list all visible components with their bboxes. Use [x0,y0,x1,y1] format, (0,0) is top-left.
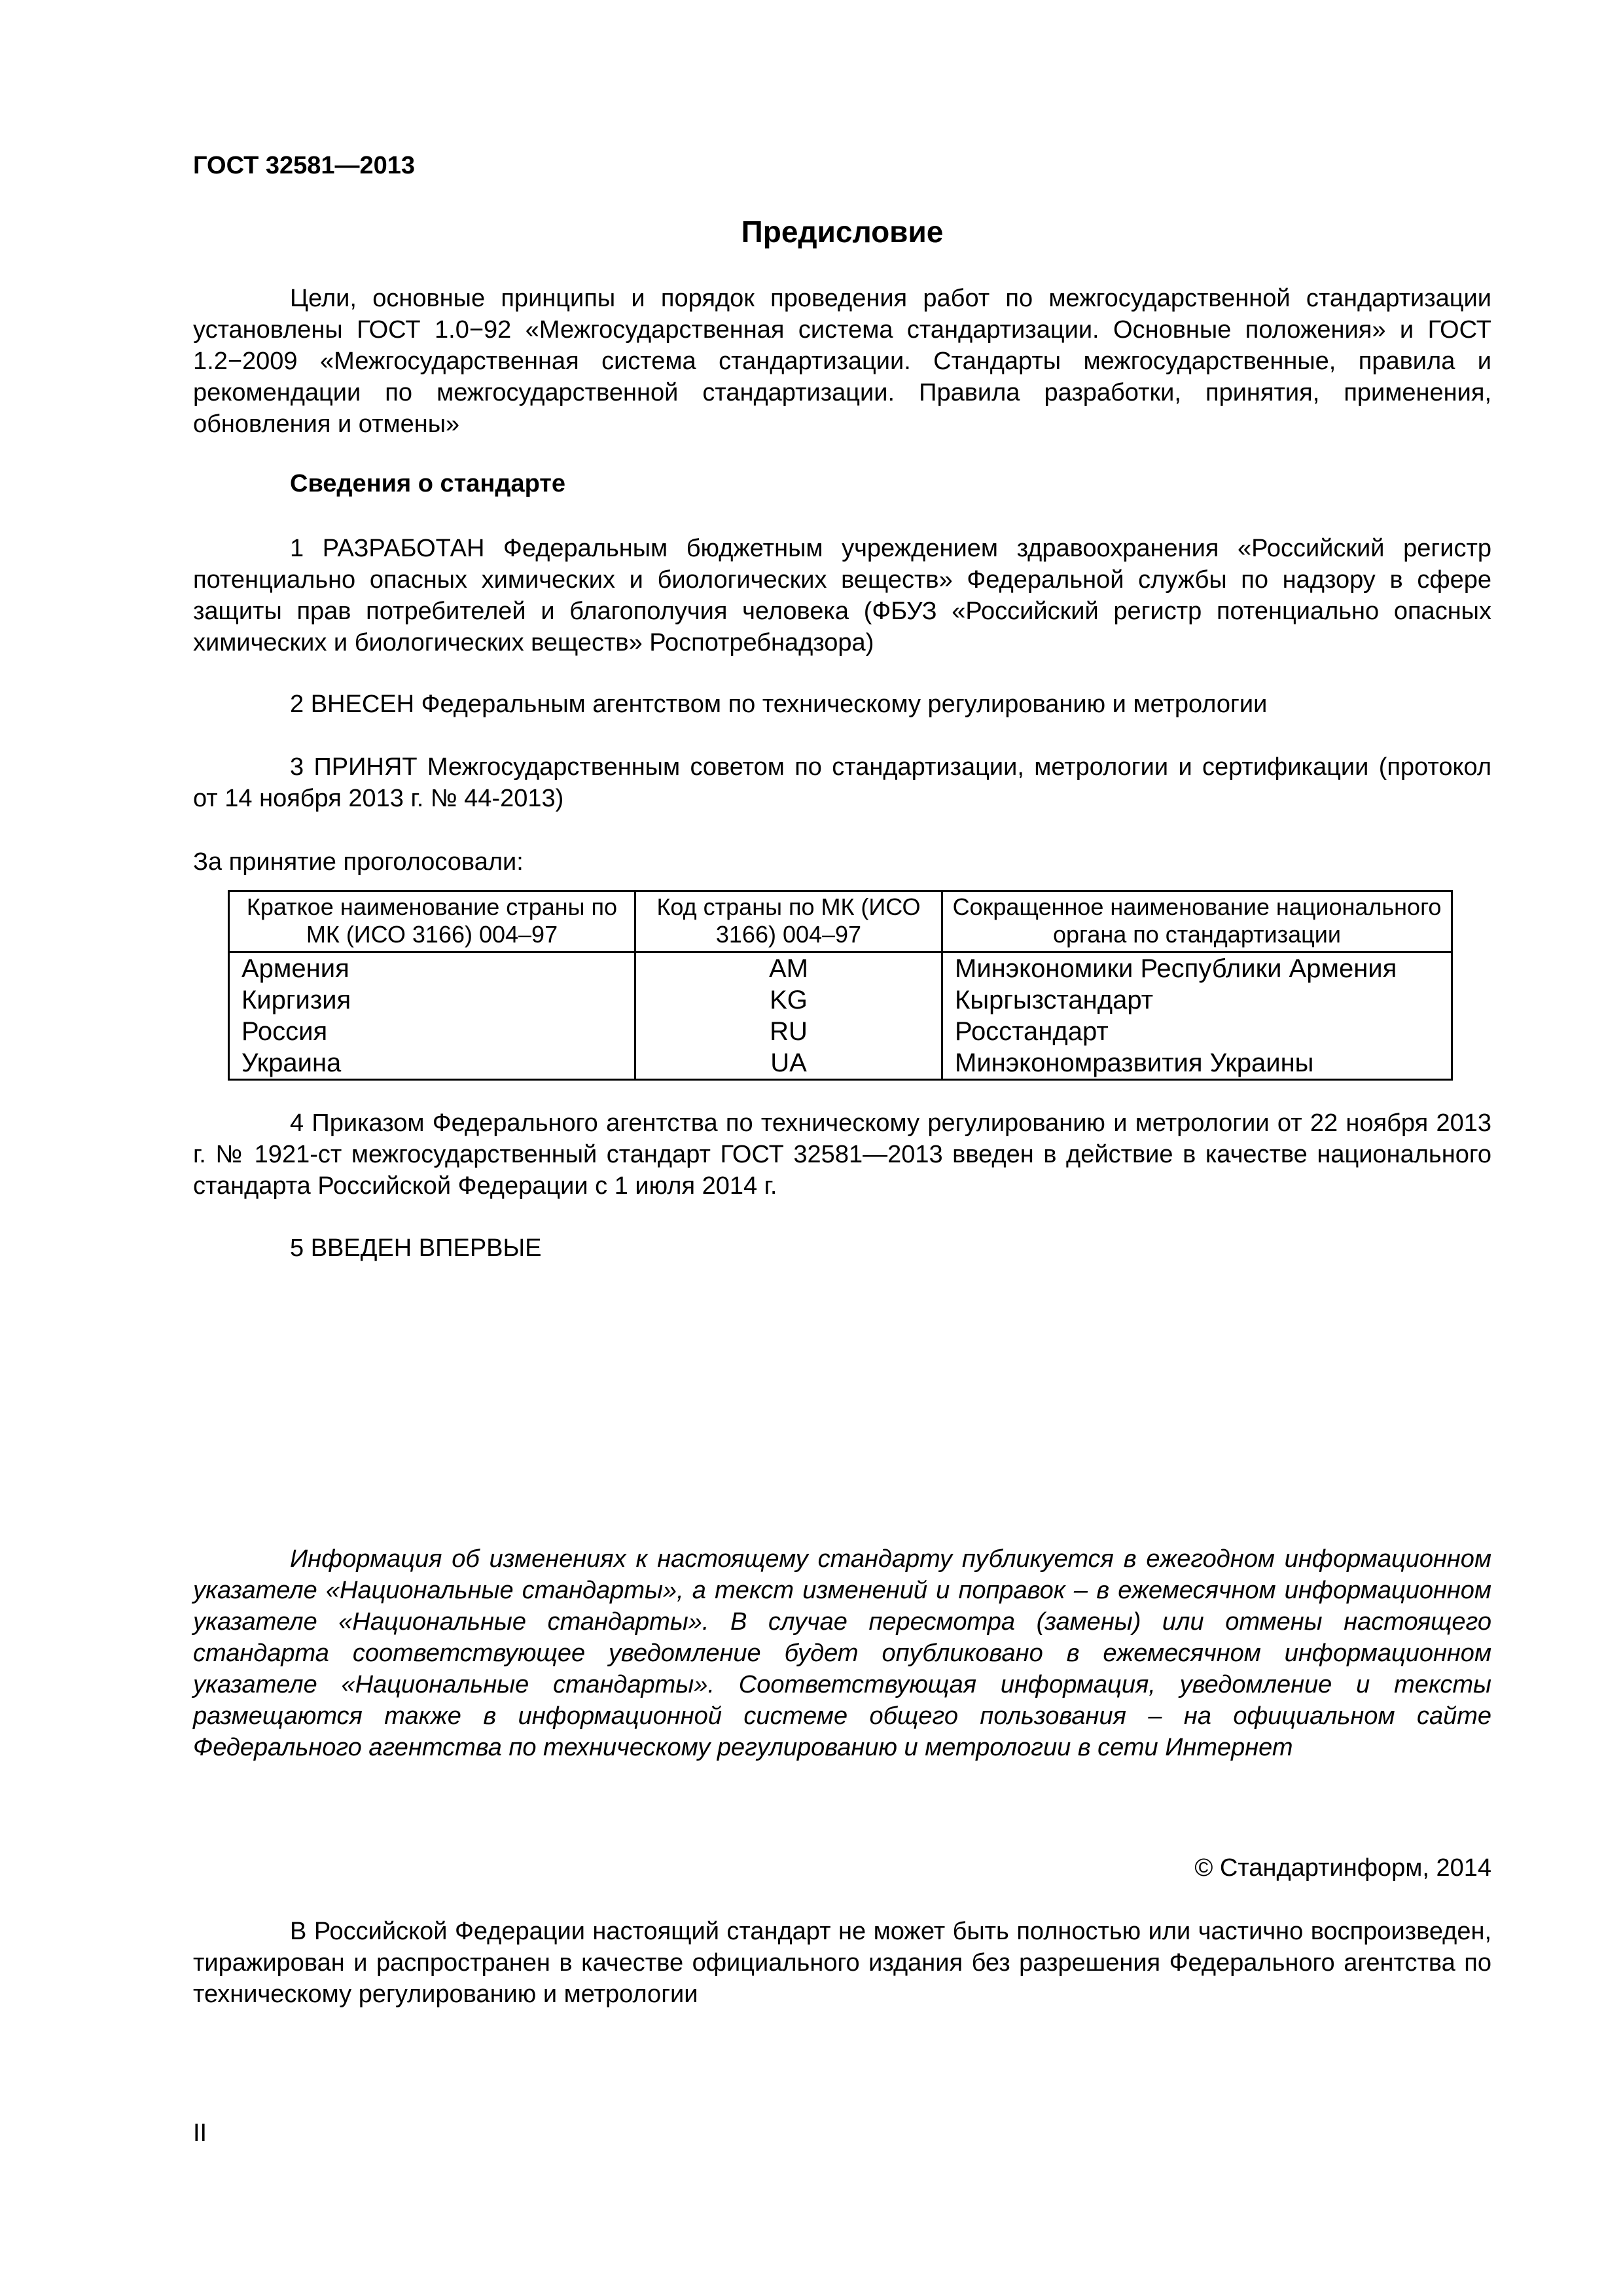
votes-table [228,890,1453,1081]
header-national-body: Сокращенное наименование национального органа по стандартизации [942,891,1452,952]
copyright: © Стандартинформ, 2014 [1194,1854,1491,1882]
country-name: Армения [229,952,635,985]
section-heading: Сведения о стандарте [290,470,566,497]
table-row [229,984,1452,1016]
table-header-row [229,891,1452,952]
national-body: Минэкономики Республики Армения [942,952,1452,985]
country-code: KG [635,984,942,1016]
standard-id: ГОСТ 32581—2013 [193,152,416,179]
table-row [229,1016,1452,1047]
item-developed: 1 РАЗРАБОТАН Федеральным бюджетным учреждением здравоохранения «Российский регистр потенциально опасных химических и биологических веществ» Федеральной службы по надзору в сфере защиты прав потребителей и благополучия человека (ФБУЗ «Российский регистр потенциально опасных химических и биологических веществ» Роспотребнадзора) [193,535,1491,656]
country-name: Россия [229,1016,635,1047]
page-number: II [193,2119,207,2147]
country-code: RU [635,1016,942,1047]
intro-paragraph: Цели, основные принципы и порядок проведения работ по межгосударственной стандартизации установлены ГОСТ 1.0−92 «Межгосударственная система стандартизации. Основные положения» и ГОСТ 1.2−2009 «Межгосударственная система стандартизации. Стандарты межгосударственные, правила и рекомендации по межгосударственной стандартизации. Правила разработки, принятия, применения, обновления и отмены» [193,285,1491,438]
page-title: Предисловие [741,215,944,249]
item-submitted: 2 ВНЕСЕН Федеральным агентством по техническому регулированию и метрологии [290,691,1268,718]
national-body: Росстандарт [942,1016,1452,1047]
header-country-name: Краткое наименование страны по МК (ИСО 3166) 004–97 [229,891,635,952]
national-body: Минэкономразвития Украины [942,1047,1452,1080]
national-body: Кыргызстандарт [942,984,1452,1016]
header-country-code: Код страны по МК (ИСО 3166) 004–97 [635,891,942,952]
item-order: 4 Приказом Федерального агентства по техническому регулированию и метрологии от 22 ноября 2013 г. № 1921-ст межгосударственный стандарт ГОСТ 32581—2013 введен в действие в качестве национального стандарта Российской Федерации с 1 июля 2014 г. [193,1109,1491,1200]
country-code: AM [635,952,942,985]
voted-label: За принятие проголосовали: [193,848,524,876]
country-name: Киргизия [229,984,635,1016]
reproduction-notice: В Российской Федерации настоящий стандарт не может быть полностью или частично воспроизведен, тиражирован и распространен в качестве официального издания без разрешения Федерального агентства по техническому регулированию и метрологии [193,1918,1491,2008]
country-code: UA [635,1047,942,1080]
country-name: Украина [229,1047,635,1080]
item-first-time: 5 ВВЕДЕН ВПЕРВЫЕ [290,1234,542,1262]
table-row [229,952,1452,985]
item-adopted: 3 ПРИНЯТ Межгосударственным советом по стандартизации, метрологии и сертификации (протокол от 14 ноября 2013 г. № 44-2013) [193,753,1491,812]
changes-notice: Информация об изменениях к настоящему стандарту публикуется в ежегодном информационном указателе «Национальные стандарты», а текст изменений и поправок – в ежемесячном информационном указателе «Национальные стандарты». В случае пересмотра (замены) или отмены настоящего стандарта соответствующее уведомление будет опубликовано в ежемесячном информационном указателе «Национальные стандарты». Соответствующая информация, уведомление и тексты размещаются также в информационной системе общего пользования – на официальном сайте Федерального агентства по техническому регулированию и метрологии в сети Интернет [193,1545,1491,1761]
table-row [229,1047,1452,1080]
